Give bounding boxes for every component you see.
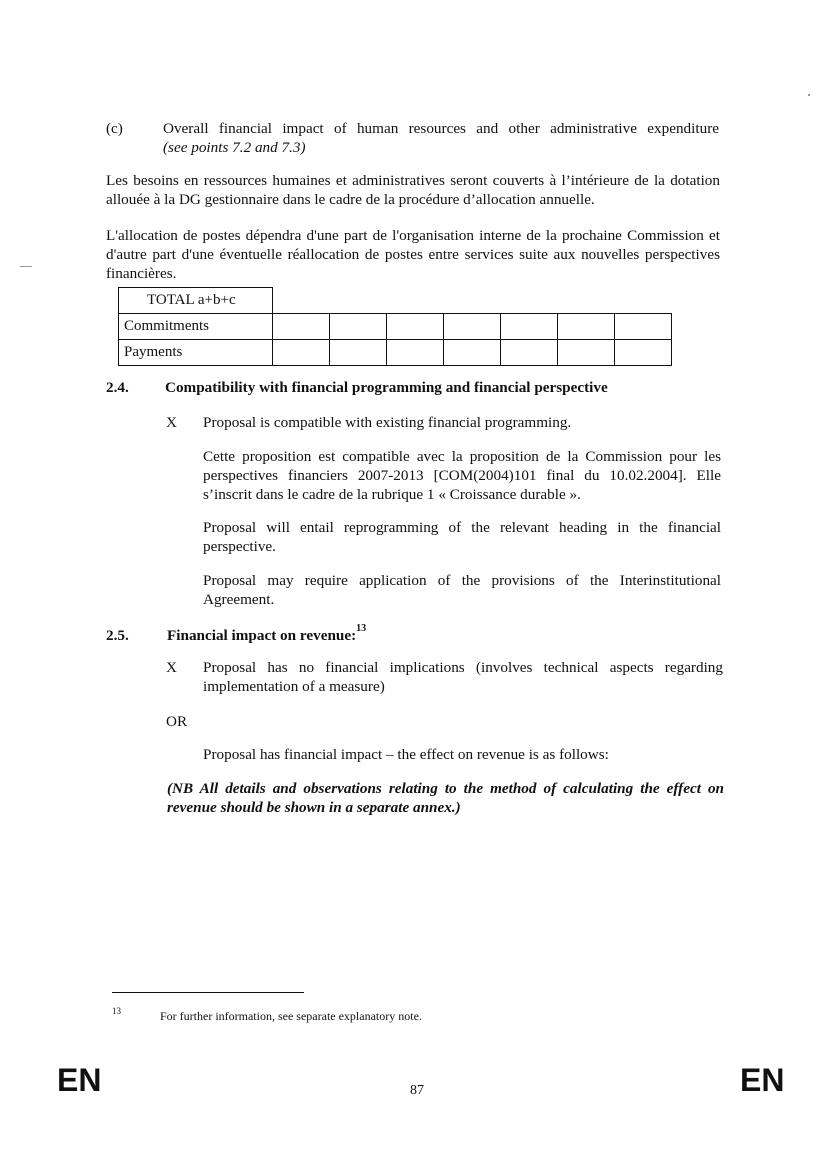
table-cell <box>387 314 444 340</box>
option-compatible: Proposal is compatible with existing financial programming. <box>203 414 572 431</box>
table-cell <box>444 340 501 366</box>
table-cell <box>558 340 615 366</box>
row-label-commitments: Commitments <box>119 314 273 340</box>
section-2-4-number: 2.4. <box>106 379 129 396</box>
section-c-marker: (c) <box>106 120 123 137</box>
table-cell <box>387 340 444 366</box>
financial-table <box>118 287 672 366</box>
table-cell <box>273 340 330 366</box>
table-cell-total <box>615 340 672 366</box>
option-no-implications: Proposal has no financial implications (involves technical aspects regarding implementation of a measure) <box>203 659 723 695</box>
option-financial-impact: Proposal has financial impact – the effect on revenue is as follows: <box>203 746 609 763</box>
compatibility-note: Cette proposition est compatible avec la proposition de la Commission pour les perspectives financiers 2007-2013 [COM(2004)101 final du 10.02.2004]. Elle s’inscrit dans le cadre de la rubrique 1 « Croissance durable ». <box>203 448 721 503</box>
scan-speck <box>808 94 810 96</box>
section-2-4-title: Compatibility with financial programming and financial perspective <box>165 379 608 396</box>
checkbox-mark-compatible: X <box>166 414 177 431</box>
scan-speck <box>20 266 32 267</box>
or-label: OR <box>166 713 188 730</box>
paragraph-hr: Les besoins en ressources humaines et administratives seront couverts à l’intérieure de la dotation allouée à la DG gestionnaire dans le cadre de la procédure d’allocation annuelle. <box>106 172 720 208</box>
table-row <box>119 314 672 340</box>
row-label-payments: Payments <box>119 340 273 366</box>
table-cell <box>558 314 615 340</box>
table-row <box>119 340 672 366</box>
option-reprogramming: Proposal will entail reprogramming of the relevant heading in the financial perspective. <box>203 519 721 555</box>
table-cell-total <box>615 314 672 340</box>
table-cell <box>501 314 558 340</box>
table-cell <box>330 340 387 366</box>
footnote-ref: 13 <box>356 623 367 634</box>
section-2-5-title <box>167 623 367 645</box>
page-number: 87 <box>410 1083 424 1098</box>
section-c-ref: (see points 7.2 and 7.3) <box>163 139 306 156</box>
option-interinstitutional: Proposal may require application of the provisions of the Interinstitutional Agreement. <box>203 572 721 608</box>
checkbox-mark-no-implications: X <box>166 659 177 676</box>
table-cell <box>501 340 558 366</box>
footnote-text: For further information, see separate explanatory note. <box>160 1009 422 1023</box>
nb-note: (NB All details and observations relating to the method of calculating the effect on revenue should be shown in a separate annex.) <box>167 780 724 816</box>
footnote-divider <box>112 992 304 993</box>
table-header-total: TOTAL a+b+c <box>119 288 273 314</box>
table-cell <box>273 314 330 340</box>
language-code-left: EN <box>57 1062 102 1098</box>
section-2-5-number: 2.5. <box>106 627 129 644</box>
table-cell <box>444 314 501 340</box>
section-c-title: Overall financial impact of human resources and other administrative expenditure <box>163 120 719 137</box>
language-code-right: EN <box>740 1062 785 1098</box>
section-2-5-title-text: Financial impact on revenue: <box>167 627 357 644</box>
footnote-number: 13 <box>112 1006 121 1016</box>
table-cell <box>330 314 387 340</box>
paragraph-allocation: L'allocation de postes dépendra d'une part de l'organisation interne de la prochaine Commission et d'autre part d'une éventuelle réallocation de postes entre services suite aux nouvelles perspectives financières. <box>106 227 720 282</box>
